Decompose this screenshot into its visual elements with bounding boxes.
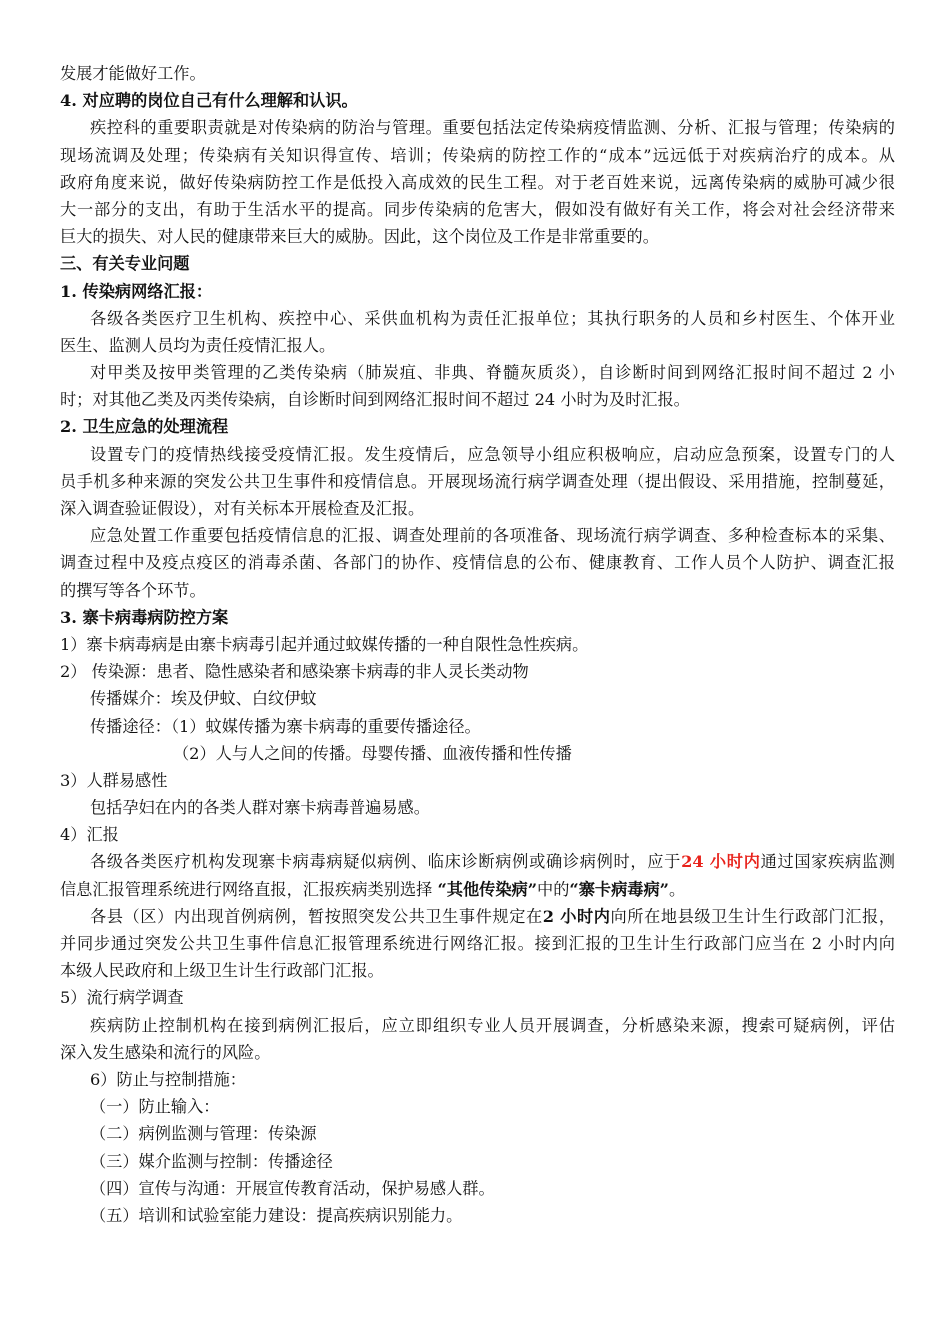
paragraph-line: 本级人民政府和上级卫生计生行政部门汇报。 [60,961,384,981]
list-item: （五）培训和试验室能力建设：提高疾病识别能力。 [90,1205,463,1225]
paragraph-line: 深入发生感染和流行的风险。 [60,1042,271,1062]
paragraph-line: 大一部分的支出，有助于生活水平的提高。同步传染病的危害大，假如没有做好有关工作，将会对社会经济带来 [60,199,895,219]
subsection-heading: 3. 寨卡病毒病防控方案 [60,607,229,627]
paragraph-line: 各级各类医疗卫生机构、疾控中心、采供血机构为责任汇报单位；其执行职务的人员和乡村医生、个体开业 [90,308,895,328]
list-item: （2）人与人之间的传播。母婴传播、血液传播和性传播 [173,743,572,763]
subsection-heading: 2. 卫生应急的处理流程 [60,417,229,437]
paragraph-line: 疾病防止控制机构在接到病例汇报后，应立即组织专业人员开展调查，分析感染来源，搜索可疑病例，评估 [90,1015,895,1035]
document-page [60,60,895,1229]
paragraph-line: 员手机多种来源的突发公共卫生事件和疫情信息。开展现场流行病学调查处理（提出假设、采用措施，控制蔓延， [60,471,895,491]
paragraph-line: 包括孕妇在内的各类人群对寨卡病毒普遍易感。 [90,798,430,818]
paragraph-line: 巨大的损失、对人民的健康带来巨大的威胁。因此，这个岗位及工作是非常重要的。 [60,227,659,247]
paragraph-line [60,876,895,903]
list-item: （四）宣传与沟通：开展宣传教育活动，保护易感人群。 [90,1178,495,1198]
list-item: （三）媒介监测与控制：传播途径 [90,1151,333,1171]
list-item: 传播媒介：埃及伊蚊、白纹伊蚊 [90,689,317,709]
text-span: 各县（区）内出现首例病例，暂按照突发公共卫生事件规定在 [90,906,543,926]
subsection-heading: 1. 传染病网络汇报： [60,281,213,301]
paragraph-line: 调查过程中及疫点疫区的消毒杀菌、各部门的协作、疫情信息的公布、健康教育、工作人员个人防护、调查汇报 [60,553,895,573]
emphasis-other-diseases: “其他传染病” [437,879,538,899]
emphasis-2h: 2 小时内 [542,906,611,926]
paragraph-line: 并同步通过突发公共卫生事件信息汇报管理系统进行网络汇报。接到汇报的卫生计生行政部门应当在 2 小时内向 [60,934,895,953]
text-span: 向所在地县级卫生计生行政部门汇报， [610,906,895,926]
text-span: 中的 [537,879,570,899]
paragraph-line: 疾控科的重要职责就是对传染病的防治与管理。重要包括法定传染病疫情监测、分析、汇报与管理；传染病的 [90,118,895,138]
text-span: 通过国家疾病监测 [760,852,895,872]
paragraph-line: 深入调查验证假设），对有关标本开展检查及汇报。 [60,499,425,518]
paragraph-line: 时；对其他乙类及丙类传染病，自诊断时间到网络汇报时间不超过 24 小时为及时汇报。 [60,390,690,410]
highlight-24h: 24 小时内 [681,852,761,872]
list-item: 1）寨卡病毒病是由寨卡病毒引起并通过蚊媒传播的一种自限性急性疾病。 [60,634,589,654]
list-item: 4）汇报 [60,825,119,845]
text-span: 信息汇报管理系统进行网络直报，汇报疾病类别选择 [60,879,438,899]
list-item: （二）病例监测与管理：传染源 [90,1124,317,1144]
list-item: （一）防止输入： [90,1097,220,1117]
text-span: 各级各类医疗机构发现寨卡病毒病疑似病例、临床诊断病例或确诊病例时，应于 [90,852,682,872]
list-item: 6）防止与控制措施： [90,1069,246,1089]
paragraph-line: 应急处置工作重要包括疫情信息的汇报、调查处理前的各项准备、现场流行病学调查、多种检查标本的采集、 [90,526,895,546]
paragraph-line: 对甲类及按甲类管理的乙类传染病（肺炭疽、非典、脊髓灰质炎），自诊断时间到网络汇报时间不超过 2 小 [90,363,895,383]
paragraph-line: 的撰写等各个环节。 [60,580,206,600]
paragraph-line [60,903,895,930]
paragraph-line [60,848,895,875]
paragraph-line: 现场流调及处理；传染病有关知识得宣传、培训；传染病的防控工作的“成本”远远低于对疾病治疗的成本。从 [60,145,895,165]
paragraph-line: 医生、监测人员均为责任疫情汇报人。 [60,335,336,355]
text-line: 发展才能做好工作。 [60,64,206,83]
text-span: 。 [668,879,686,899]
list-item: 5）流行病学调查 [60,988,184,1008]
emphasis-zika: “寨卡病毒病” [569,879,669,899]
section-heading: 三、有关专业问题 [60,254,190,274]
list-item: 2） 传染源：患者、隐性感染者和感染寨卡病毒的非人灵长类动物 [60,662,529,682]
list-item: 3）人群易感性 [60,770,168,790]
paragraph-line: 政府角度来说，做好传染病防控工作是低投入高成效的民生工程。对于老百姓来说，远离传染病的威胁可减少很 [60,172,895,192]
question-heading: 4. 对应聘的岗位自己有什么理解和认识。 [60,91,358,111]
list-item: 传播途径：（1）蚊媒传播为寨卡病毒的重要传播途径。 [90,716,481,736]
paragraph-line: 设置专门的疫情热线接受疫情汇报。发生疫情后，应急领导小组应积极响应，启动应急预案，设置专门的人 [90,444,895,464]
